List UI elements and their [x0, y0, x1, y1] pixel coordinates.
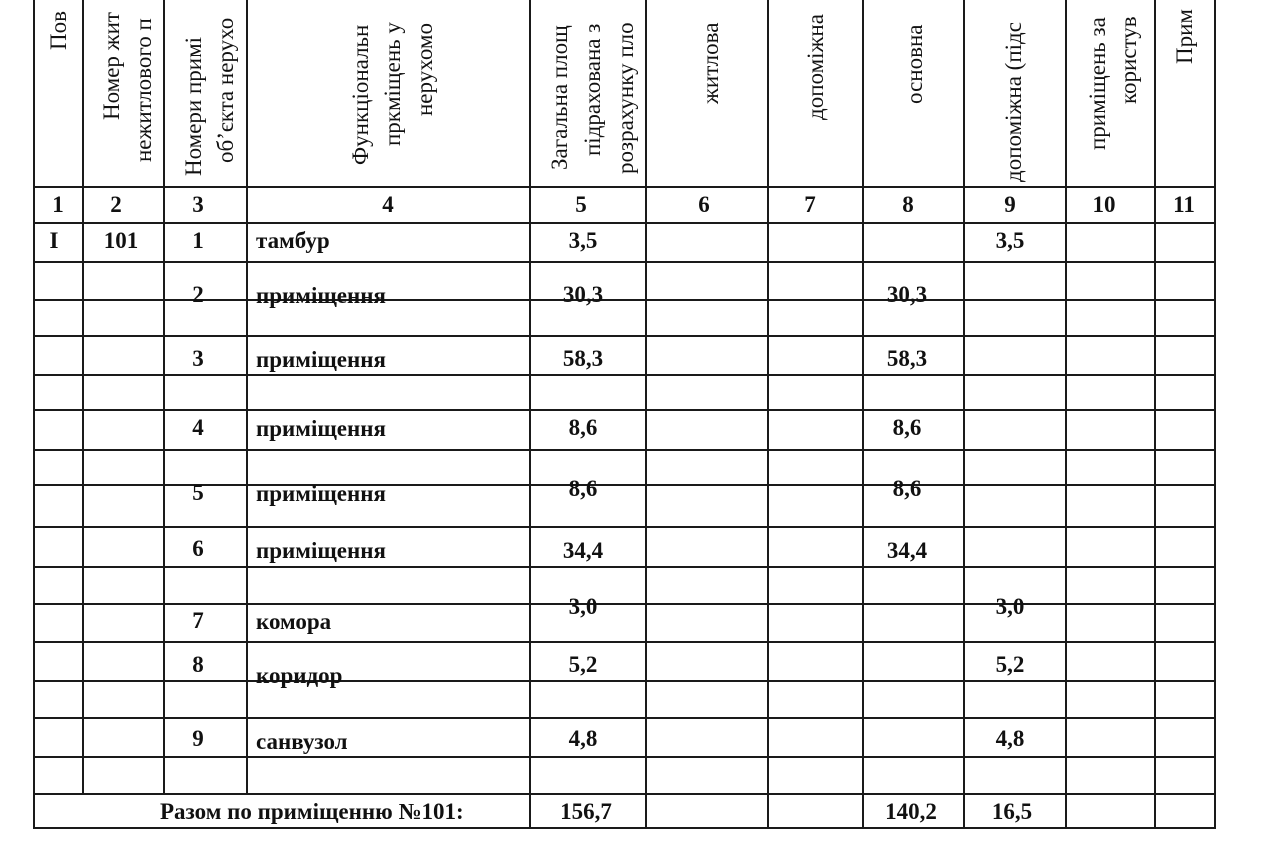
rule-numbers-bottom [34, 222, 1216, 224]
total-row-label: Разом по приміщенню №101: [160, 799, 464, 824]
rule [34, 409, 1216, 411]
cell-room-number: 7 [192, 608, 204, 633]
rule-table-bottom [34, 827, 1216, 829]
header-total-area-line2: підрахована з [580, 23, 605, 156]
cell-floor: I [49, 228, 59, 253]
column-number: 1 [52, 192, 64, 217]
cell-room-number: 6 [192, 536, 204, 561]
rule [34, 566, 1216, 568]
cell-total-area: 34,4 [562, 538, 604, 563]
header-function-line1: Функціональн [348, 24, 373, 165]
cell-room-name: приміщення [256, 347, 386, 372]
cell-total-area: 4,8 [568, 726, 598, 751]
cell-unit-number: 101 [103, 228, 139, 253]
column-number: 10 [1092, 192, 1116, 217]
total-row-main-area: 140,2 [885, 799, 937, 824]
column-number: 6 [698, 192, 710, 217]
rule [34, 335, 1216, 337]
cell-main-area: 8,6 [892, 476, 922, 501]
header-unit-number-line1: Номер жит [99, 12, 124, 120]
cell-room-number: 5 [192, 480, 204, 505]
header-usage-line2: користув [1116, 16, 1141, 104]
cell-auxiliary-area: 3,5 [995, 228, 1025, 253]
cell-room-name: комора [256, 609, 332, 634]
header-function-line2: пркміщень у [380, 22, 405, 146]
header-total-area-line3: розрахунку пло [613, 22, 638, 174]
cell-room-number: 3 [192, 346, 204, 371]
header-main: основна [902, 24, 927, 104]
cell-total-area: 3,5 [568, 228, 598, 253]
col-border [963, 0, 965, 829]
col-border [33, 0, 35, 829]
header-total-area-line1: Загальна площ [547, 25, 572, 170]
column-number: 5 [575, 192, 587, 217]
header-auxiliary-living: допоміжна [803, 14, 828, 120]
header-floor: Пов [46, 11, 71, 50]
cell-total-area: 8,6 [568, 415, 598, 440]
rule [34, 261, 1216, 263]
cell-main-area: 30,3 [886, 282, 928, 307]
cell-room-name: приміщення [256, 481, 386, 506]
col-border [529, 0, 531, 829]
header-auxiliary-nonliving: допоміжна (підс [1001, 22, 1026, 182]
cell-room-name: приміщення [256, 416, 386, 441]
column-number: 9 [1004, 192, 1016, 217]
rule [34, 756, 1216, 758]
cell-total-area: 3,0 [568, 594, 598, 619]
header-living: житлова [698, 22, 723, 104]
column-number: 3 [192, 192, 204, 217]
header-usage-line1: приміщень за [1085, 17, 1110, 150]
column-number: 11 [1173, 192, 1195, 217]
rule-header-bottom [34, 186, 1216, 188]
header-room-numbers-line2: об’єкта нерухо [213, 17, 238, 163]
cell-room-number: 2 [192, 282, 204, 307]
cell-room-name: приміщення [256, 283, 386, 308]
col-border [82, 0, 84, 794]
header-notes: Прим [1172, 9, 1197, 64]
rule [34, 449, 1216, 451]
cell-room-number: 9 [192, 726, 204, 751]
cell-room-name: санвузол [256, 729, 348, 754]
cell-auxiliary-area: 3,0 [995, 594, 1025, 619]
col-border [645, 0, 647, 829]
header-unit-number-line2: нежитлового п [131, 18, 156, 162]
column-number: 7 [804, 192, 816, 217]
col-border [862, 0, 864, 829]
cell-main-area: 8,6 [892, 415, 922, 440]
cell-room-number: 1 [192, 228, 204, 253]
rule [34, 793, 1216, 795]
column-number: 2 [110, 192, 122, 217]
cell-room-name: коридор [256, 663, 343, 688]
col-border [1154, 0, 1156, 829]
header-function-line3: нерухомо [412, 23, 437, 116]
header-room-numbers-line1: Номери примі [181, 36, 206, 176]
cell-total-area: 58,3 [562, 346, 604, 371]
cell-auxiliary-area: 5,2 [995, 652, 1025, 677]
cell-main-area: 58,3 [886, 346, 928, 371]
rule [34, 717, 1216, 719]
cell-total-area: 30,3 [562, 282, 604, 307]
col-border [1065, 0, 1067, 829]
cell-room-name: тамбур [256, 228, 330, 253]
rule [34, 526, 1216, 528]
cell-room-number: 8 [192, 652, 204, 677]
cell-total-area: 8,6 [568, 476, 598, 501]
col-border [767, 0, 769, 829]
cell-total-area: 5,2 [568, 652, 598, 677]
cell-room-number: 4 [192, 415, 204, 440]
rule [34, 641, 1216, 643]
rule [34, 374, 1216, 376]
total-row-auxiliary-area: 16,5 [991, 799, 1033, 824]
column-number: 8 [902, 192, 914, 217]
cell-room-name: приміщення [256, 538, 386, 563]
col-border [246, 0, 248, 794]
rule [34, 680, 1216, 682]
column-number: 4 [382, 192, 394, 217]
cell-main-area: 34,4 [886, 538, 928, 563]
total-row-total-area: 156,7 [560, 799, 612, 824]
col-border [1214, 0, 1216, 829]
cell-auxiliary-area: 4,8 [995, 726, 1025, 751]
